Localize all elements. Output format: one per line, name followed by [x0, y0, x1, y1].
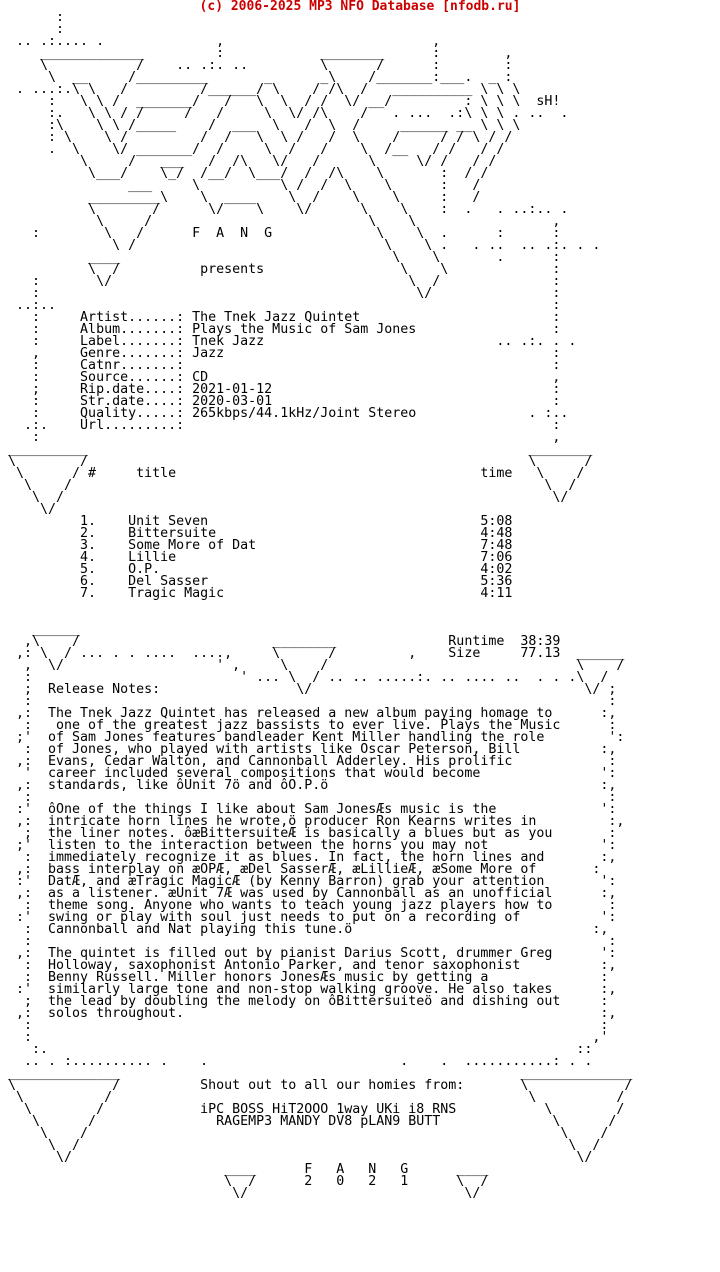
site-banner: (c) 2006-2025 MP3 NFO Database [nfodb.ru] [199, 0, 521, 14]
nfo-text: : : .. .:.... . , , _____________ : ________ : , \ / .. .:. .. \ / : : \ __ /_________ _ _\ /_______:___. _ : . ...:.\ \ / /______/ \ / /\ / __________ \ \ \ : \ \ / _______/ / \ \ / / \/ __/ : \ \ \ sH! :. \ \ / / / / \ \/ /\ / . ... .:\ \ \ . .. . :\ \ \ /_____ / ___ \ / \ / ______ __ \ \ \ : \ \ / / / \ \ / / \ / / / \ / / . \ \/ _______/ / \ / / \ /__ / / / / \ / ___ / /\ \/ / \ \/ / / / \___/ \_/ /__/ \___/ / /\ \ : / / ___ \ \ / / \ \ : / _________\ \ ____ \ / \ \ : / \ / \/ \ \/ \ \ : . . ..:.. . \ / \ \ , : \ / F A N G \ \ . : : \ / \ \ . . .. .. .:. . . ____ \ \ . : \ / presents \ \ : : \/ \ / : : \/ : ..:.. : : Artist......: The Tnek Jazz Quintet : : Album.......: Plays the Music of Sam Jones : : Label.......: Tnek Jazz .. .:. . . , Genre.......: Jazz : : Catnr.......: : : Source......: CD , ; Rip.date....: 2021-01-12 : : Str.date....: 2020-03-01 : : Quality.....: 265kbps/44.1kHz/Joint Stereo . :.. .:. Url.........: : : , __________ ________ \ / \ / \ / # title time \ / \ / \ / \ / \/ \/ 1. Unit Seven 5:08 2. Bittersuite 4:48 3. Some More of Dat 7:48 4. Lillie 7:06 5. O.P. 4:02 6. Del Sasser 5:36 7. Tragic Magic 4:11 ______ ,\ / ________ Runtime 38:39 ,: \ / ... . . .... ...., \ / , Size 77.13 ______ , \/ ' , \ / \ / : ' ... \ / .. .. .....:. .. .... .. . . .\ / ; Release Notes: \/ \/ ; : : ,: The Tnek Jazz Quintet has released a new album paying homage to :, : one of the greatest jazz bassists to ever live. Plays the Music : ;' of Sam Jones features bandleader Kent Miller handling the role ': : of Jones, who played with artists like Oscar Peterson, Bill :, ,: Evans, Cedar Walton, and Cannonball Adderley. His prolific : ' career included several compositions that would become ': ,: standards, like ôUnit 7ö and ôO.P.ö :, : : :' ôOne of the things I like about Sam JonesÆs music is the ': ,: intricate horn lines he wrote,ö producer Ron Kearns writes in :, ; the liner notes. ôæBittersuiteÆ is basically a blues but as you : ;' listen to the interaction between the horns you may not ': : immediately recognize it as blues. In fact, the horn lines and :, ,: bass interplay on æOPÆ, æDel SasserÆ, æLillieÆ, æSome More of : :' DatÆ, and æTragic MagicÆ (by Kenny Barron) grab your attention ': ,: as a listener. æUnit 7Æ was used by Cannonball as an unofficial :, : theme song. Anyone who wants to teach young jazz players how to : :' swing or play with soul just needs to put on a recording of ': : Cannonball and Nat playing this tune.ö :, : : ,: The quintet is filled out by pianist Darius Scott, drummer Greg ': : Holloway, saxophonist Antonio Parker, and tenor saxophonist :, : Benny Russell. Miller honors JonesÆs music by getting a : :' similarly large tone and non-stop walking groove. He also takes :, ; the lead by doubling the melody on ôBittersuiteö and dishing out : ,: solos throughout. :, : : : ,' :. :: .. . :.......... . . . . ...........: . . ______________ ______________ \ / Shout out to all our homies from: \ / \ / \ / \ / iPC BOSS HiT2OOO 1way UKi i8 RNS \ / \ / RAGEMP3 MANDY DV8 pLAN9 BUTT \ / \ / \ / \ / \ / \/ \/ ____ F A N G ____ \ / 2 0 2 1 \ / \/ \/ [8, 10, 633, 1201]
